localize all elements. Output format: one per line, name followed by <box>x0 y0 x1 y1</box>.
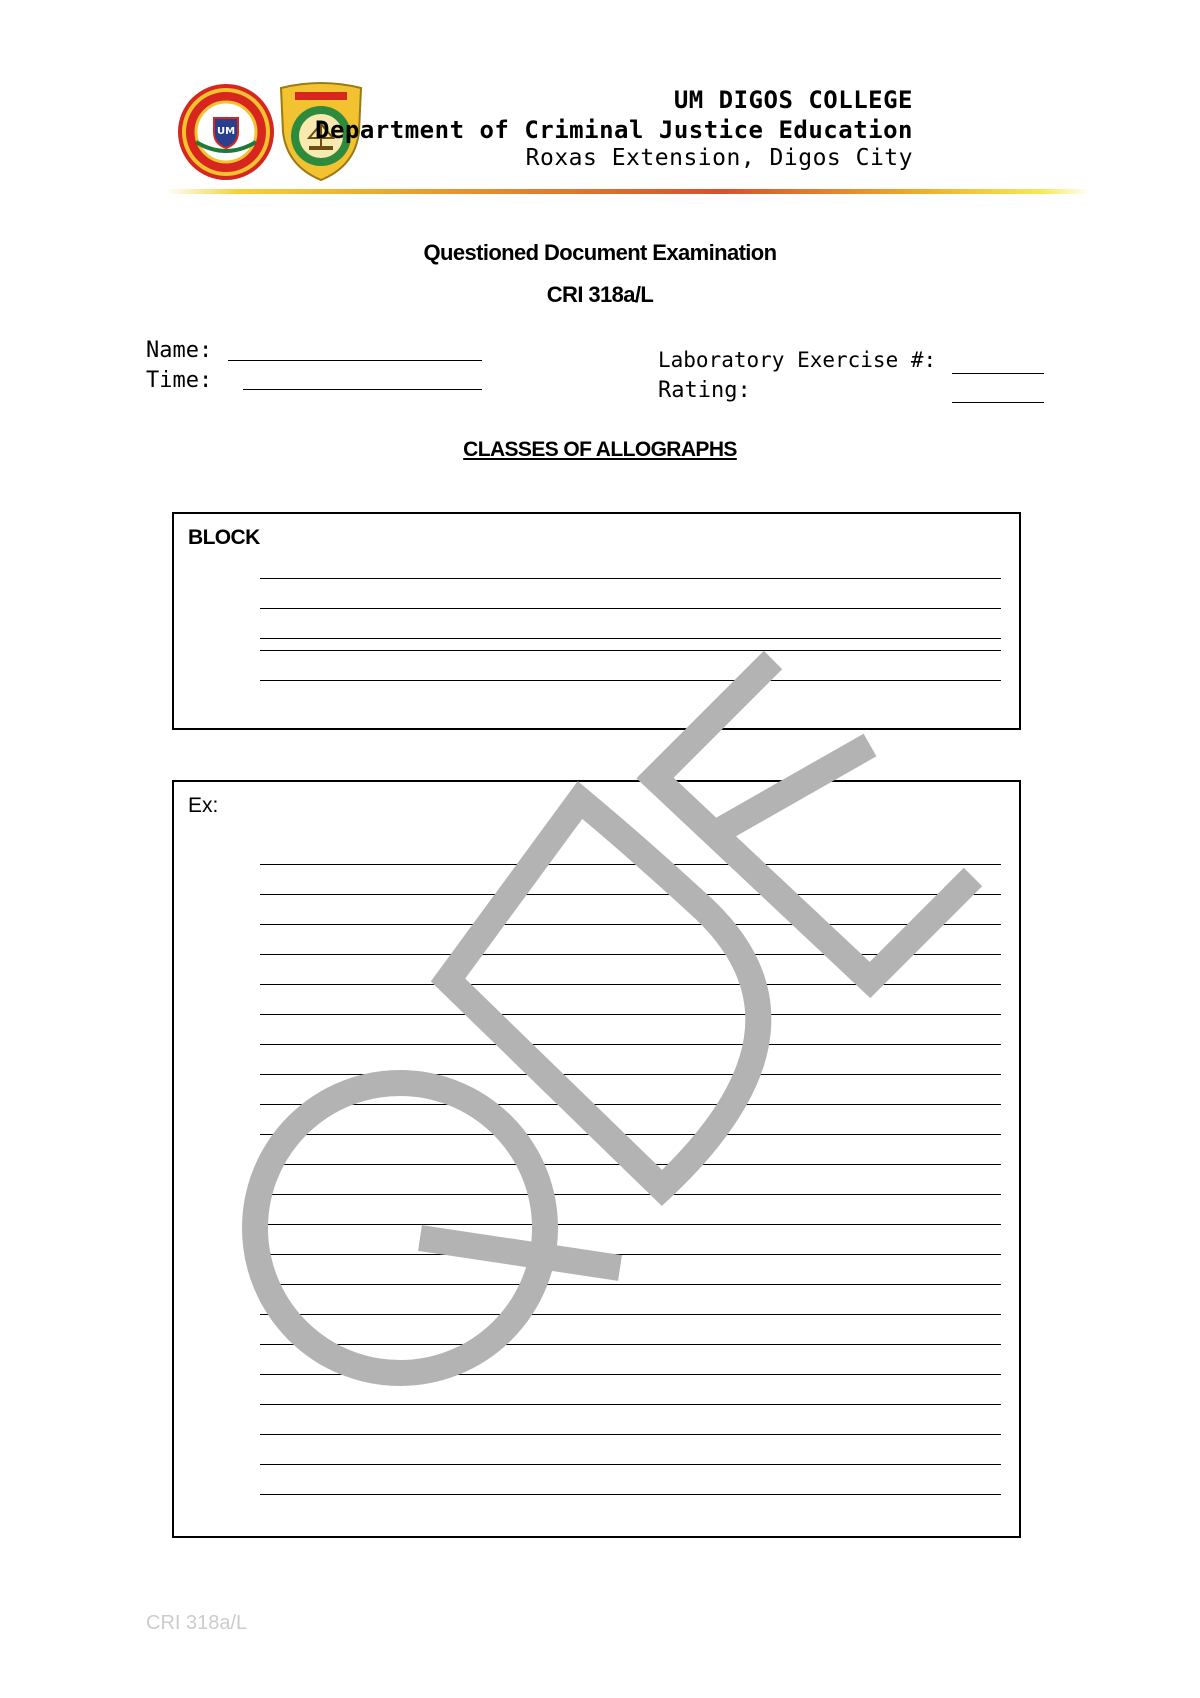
writing-line[interactable] <box>260 638 1001 639</box>
rating-label: Rating: <box>658 378 751 403</box>
writing-line[interactable] <box>260 1134 1001 1135</box>
time-field[interactable] <box>243 389 482 390</box>
writing-line[interactable] <box>260 1284 1001 1285</box>
time-label: Time: <box>146 368 213 393</box>
writing-line[interactable] <box>260 1104 1001 1105</box>
writing-line[interactable] <box>260 1344 1001 1345</box>
writing-line[interactable] <box>260 1404 1001 1405</box>
course-code: CRI 318a/L <box>546 282 654 307</box>
lab-exercise-label: Laboratory Exercise #: <box>658 348 937 372</box>
writing-line[interactable] <box>260 608 1001 609</box>
department-name: Department of Criminal Justice Education <box>315 116 913 144</box>
section-title <box>0 438 1200 462</box>
writing-line[interactable] <box>260 1314 1001 1315</box>
example-label: Ex: <box>188 794 219 817</box>
writing-line[interactable] <box>260 864 1001 865</box>
writing-line[interactable] <box>260 650 1001 651</box>
writing-line[interactable] <box>260 1464 1001 1465</box>
header-divider <box>165 189 1090 194</box>
rating-field[interactable] <box>952 402 1044 403</box>
um-digos-college-seal <box>176 82 276 182</box>
writing-line[interactable] <box>260 1074 1001 1075</box>
writing-line[interactable] <box>260 1434 1001 1435</box>
footer-course-code: CRI 318a/L <box>146 1612 248 1634</box>
writing-line[interactable] <box>260 1044 1001 1045</box>
course-title: Questioned Document Examination <box>423 240 777 265</box>
writing-line[interactable] <box>260 1164 1001 1165</box>
writing-line[interactable] <box>260 578 1001 579</box>
writing-line[interactable] <box>260 954 1001 955</box>
college-name: UM DIGOS COLLEGE <box>673 86 913 114</box>
writing-line[interactable] <box>260 1014 1001 1015</box>
writing-line[interactable] <box>260 1494 1001 1495</box>
example-answer-box <box>172 780 1021 1538</box>
college-address: Roxas Extension, Digos City <box>525 145 913 171</box>
writing-line[interactable] <box>260 1194 1001 1195</box>
svg-text:UM: UM <box>216 126 236 137</box>
writing-line[interactable] <box>260 1254 1001 1255</box>
writing-line[interactable] <box>260 1374 1001 1375</box>
lab-exercise-field[interactable] <box>952 373 1044 374</box>
writing-line[interactable] <box>260 924 1001 925</box>
name-field[interactable] <box>228 360 482 361</box>
writing-line[interactable] <box>260 894 1001 895</box>
name-label: Name: <box>146 338 213 363</box>
block-answer-box <box>172 512 1021 730</box>
section-title-text: CLASSES OF ALLOGRAPHS <box>463 438 737 461</box>
writing-line[interactable] <box>260 984 1001 985</box>
writing-line[interactable] <box>260 1224 1001 1225</box>
writing-line[interactable] <box>260 680 1001 681</box>
block-label: BLOCK <box>188 526 260 549</box>
